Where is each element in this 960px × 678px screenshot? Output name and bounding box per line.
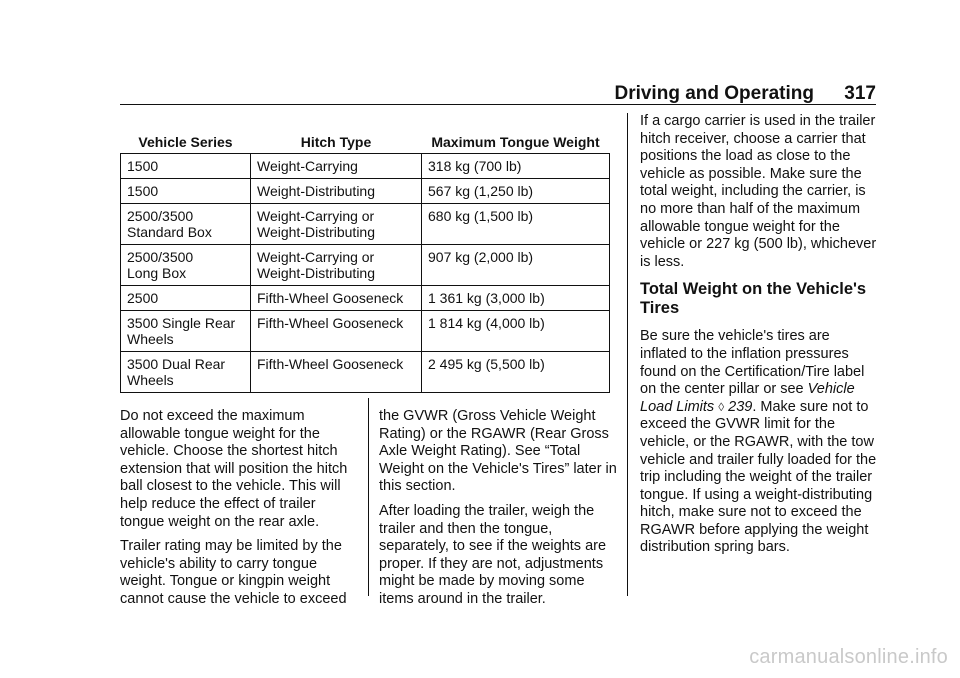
tongue-weight-table xyxy=(120,117,610,393)
column-header-hitch: Hitch Type xyxy=(251,117,422,154)
cell-hitch: Fifth-Wheel Gooseneck xyxy=(251,311,422,352)
cross-reference-page[interactable]: 239 xyxy=(728,398,753,415)
cell-series xyxy=(121,352,251,393)
cell-series-line: Wheels xyxy=(127,331,174,347)
body-column-right xyxy=(640,113,880,564)
column-header-weight: Maximum Tongue Weight xyxy=(422,117,610,154)
table-row xyxy=(121,204,610,245)
cell-hitch xyxy=(251,204,422,245)
cell-hitch xyxy=(251,245,422,286)
cell-hitch-line: Weight-Carrying or xyxy=(257,208,375,224)
paragraph-text: Be sure the vehicle's tires are inflated to the inflation pressures found on the Certification/Tire label on the center pillar or see xyxy=(640,328,865,398)
table-row xyxy=(121,154,610,179)
section-heading: Total Weight on the Vehicle's Tires xyxy=(640,280,867,318)
cell-series-line: Wheels xyxy=(127,372,174,388)
cell-hitch: Weight-Carrying xyxy=(251,154,422,179)
cell-hitch: Fifth-Wheel Gooseneck xyxy=(251,352,422,393)
page-number: 317 xyxy=(844,83,876,104)
cell-weight: 1 814 kg (4,000 lb) xyxy=(422,311,610,352)
cell-series xyxy=(121,245,251,286)
cell-weight: 1 361 kg (3,000 lb) xyxy=(422,286,610,311)
column-divider xyxy=(627,113,628,596)
cell-series-line: 2500/3500 xyxy=(127,249,194,265)
cell-series: 2500 xyxy=(121,286,251,311)
column-divider xyxy=(368,398,369,596)
paragraph: If a cargo carrier is used in the trailer hitch receiver, choose a carrier that positions the load as close to the vehicle as possible. Make sure the total weight, including the carrier, is no more than half of the maximum allowable tongue weight for the vehicle or 227 kg (500 lb), whichever is less. xyxy=(640,113,877,270)
cell-series: 1500 xyxy=(121,179,251,204)
cell-series xyxy=(121,204,251,245)
cell-series xyxy=(121,311,251,352)
cell-weight: 680 kg (1,500 lb) xyxy=(422,204,610,245)
watermark: carmanualsonline.info xyxy=(749,646,948,668)
paragraph: the GVWR (Gross Vehicle Weight Rating) or the RGAWR (Rear Gross Axle Weight Rating). See “Total Weight on the Vehicle's Tires” later in this section. xyxy=(379,408,617,495)
table-row xyxy=(121,352,610,393)
body-column-middle xyxy=(379,408,619,616)
header-rule xyxy=(120,104,876,105)
table-row xyxy=(121,179,610,204)
cell-weight: 567 kg (1,250 lb) xyxy=(422,179,610,204)
paragraph: Do not exceed the maximum allowable tongue weight for the vehicle. Choose the shortest hitch extension that will position the hitch ball closest to the vehicle. This will help reduce the effect of trailer tongue weight on the rear axle. xyxy=(120,408,348,530)
paragraph-text: . Make sure not to exceed the GVWR limit for the vehicle, or the RGAWR, with the tow vehicle and trailer fully loaded for the trip including the weight of the trailer tongue. If using a weight-distributing hitch, make sure not to exceed the RGAWR before applying the weight distribution spring bars. xyxy=(640,398,877,556)
cell-series-line: Standard Box xyxy=(127,224,212,240)
cell-weight: 907 kg (2,000 lb) xyxy=(422,245,610,286)
cell-series-line: 2500/3500 xyxy=(127,208,194,224)
cell-series: 1500 xyxy=(121,154,251,179)
page-header xyxy=(120,83,876,105)
section-title: Driving and Operating xyxy=(614,83,814,104)
paragraph: Trailer rating may be limited by the vehicle's ability to carry tongue weight. Tongue or kingpin weight cannot cause the vehicle to exceed xyxy=(120,538,347,607)
cell-weight: 2 495 kg (5,500 lb) xyxy=(422,352,610,393)
paragraph xyxy=(640,328,880,557)
cell-hitch-line: Weight-Distributing xyxy=(257,265,376,281)
table-row xyxy=(121,311,610,352)
cell-hitch: Fifth-Wheel Gooseneck xyxy=(251,286,422,311)
table-header-row xyxy=(121,117,610,154)
table-row xyxy=(121,286,610,311)
paragraph: After loading the trailer, weigh the trailer and then the tongue, separately, to see if the weights are proper. If they are not, adjustments might be made by moving some items around in the trailer. xyxy=(379,502,607,607)
cell-hitch-line: Weight-Distributing xyxy=(257,224,376,240)
cell-series-line: 3500 Single Rear xyxy=(127,315,236,331)
cell-hitch-line: Weight-Carrying or xyxy=(257,249,375,265)
cell-weight: 318 kg (700 lb) xyxy=(422,154,610,179)
cross-reference-link[interactable]: Vehicle Load Limits xyxy=(640,381,855,415)
column-header-series: Vehicle Series xyxy=(121,117,251,154)
table-row xyxy=(121,245,610,286)
reference-arrow-icon: ◊ xyxy=(718,399,725,414)
cell-series-line: 3500 Dual Rear xyxy=(127,356,226,372)
cell-series-line: Long Box xyxy=(127,265,187,281)
cell-hitch: Weight-Distributing xyxy=(251,179,422,204)
body-column-left xyxy=(120,408,360,616)
